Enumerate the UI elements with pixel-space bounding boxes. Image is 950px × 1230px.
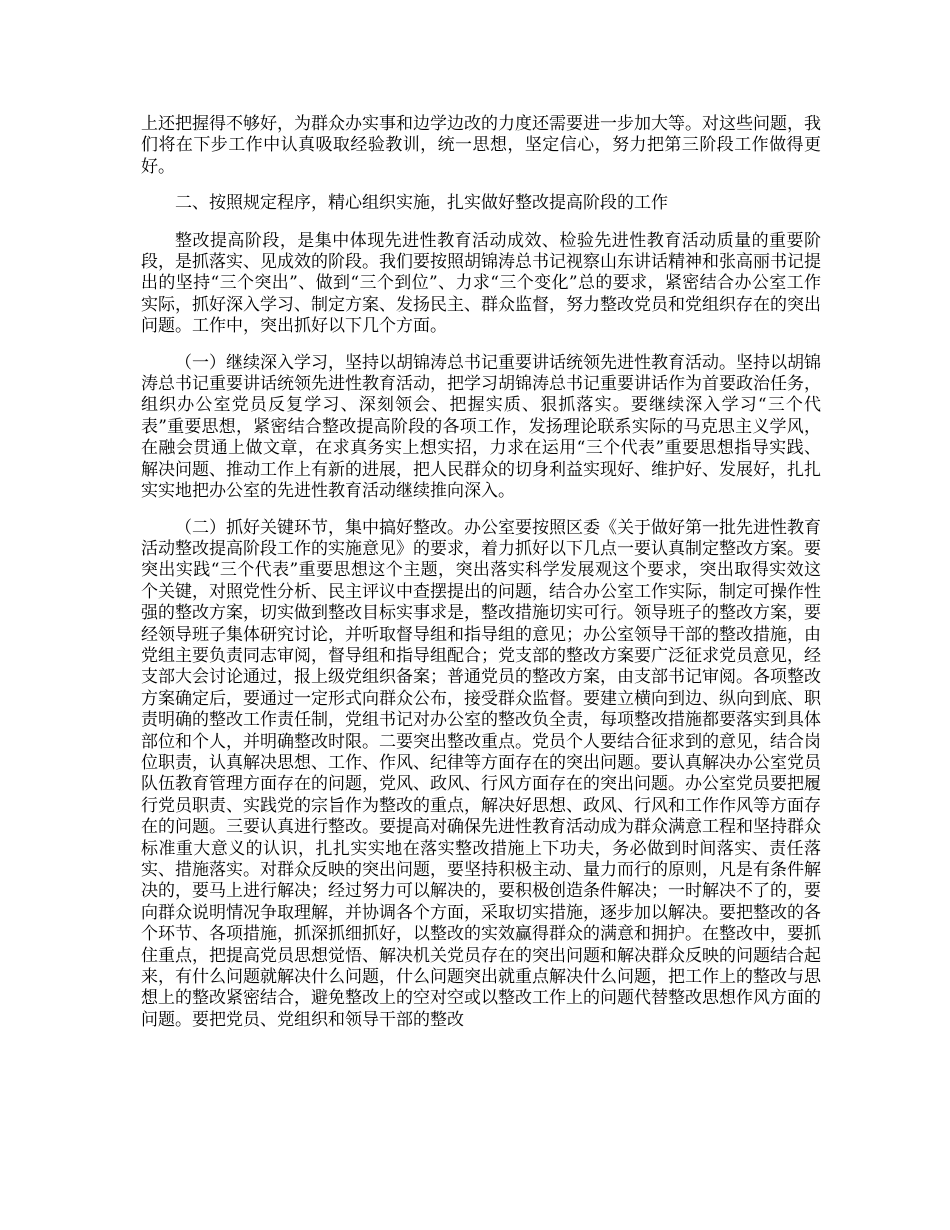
paragraph-continuation: 上还把握得不够好，为群众办实事和边学边改的力度还需要进一步加大等。对这些问题，我们将在下步工作中认真吸取经验教训，统一思想，坚定信心，努力把第三阶段工作做得更好。 (141, 114, 821, 177)
paragraph-item-2: （二）抓好关键环节，集中搞好整改。办公室要按照区委《关于做好第一批先进性教育活动整改提高阶段工作的实施意见》的要求，着力抓好以下几点一要认真制定整改方案。要突出实践“三个代表”重要思想这个主题，突出落实科学发展观这个要求，突出取得实效这个关键，对照党性分析、民主评议中查摆提出的问题，结合办公室工作实际，制定可操作性强的整改方案，切实做到整改目标实事求是，整改措施切实可行。领导班子的整改方案，要经领导班子集体研究讨论，并听取督导组和指导组的意见；办公室领导干部的整改措施，由党组主要负责同志审阅，督导组和指导组配合；党支部的整改方案要广泛征求党员意见，经支部大会讨论通过，报上级党组织备案；普通党员的整改方案，由支部书记审阅。各项整改方案确定后，要通过一定形式向群众公布，接受群众监督。要建立横向到边、纵向到底、职责明确的整改工作责任制，党组书记对办公室的整改负全责，每项整改措施都要落实到具体部位和个人，并明确整改时限。二要突出整改重点。党员个人要结合征求到的意见，结合岗位职责，认真解决思想、工作、作风、纪律等方面存在的突出问题。要认真解决办公室党员队伍教育管理方面存在的问题，党风、政风、行风方面存在的突出问题。办公室党员要把履行党员职责、实践党的宗旨作为整改的重点，解决好思想、政风、行风和工作作风等方面存在的问题。三要认真进行整改。要提高对确保先进性教育活动成为群众满意工程和坚持群众标准重大意义的认识，扎扎实实地在落实整改措施上下功夫，务必做到时间落实、责任落实、措施落实。对群众反映的突出问题，要坚持积极主动、量力而行的原则，凡是有条件解决的，要马上进行解决；经过努力可以解决的，要积极创造条件解决；一时解决不了的，要向群众说明情况争取理解，并协调各个方面，采取切实措施，逐步加以解决。要把整改的各个环节、各项措施，抓深抓细抓好，以整改的实效赢得群众的满意和拥护。在整改中，要抓住重点，把提高党员思想觉悟、解决机关党员存在的突出问题和解决群众反映的问题结合起来，有什么问题就解决什么问题，什么问题突出就重点解决什么问题，把工作上的整改与思想上的整改紧密结合，避免整改上的空对空或以整改工作上的问题代替整改思想作风方面的问题。要把党员、党组织和领导干部的整改 (141, 517, 821, 1030)
document-body (141, 114, 821, 1046)
section-heading: 二、按照规定程序，精心组织实施，扎实做好整改提高阶段的工作 (175, 193, 668, 214)
paragraph-intro: 整改提高阶段，是集中体现先进性教育活动成效、检验先进性教育活动质量的重要阶段，是抓落实、见成效的阶段。我们要按照胡锦涛总书记视察山东讲话精神和张高丽书记提出的坚持“三个突出”、做到“三个到位”、力求“三个变化”总的要求，紧密结合办公室工作实际，抓好深入学习、制定方案、发扬民主、群众监督，努力整改党员和党组织存在的突出问题。工作中，突出抓好以下几个方面。 (141, 230, 821, 337)
paragraph-item-1: （一）继续深入学习，坚持以胡锦涛总书记重要讲话统领先进性教育活动。坚持以胡锦涛总书记重要讲话统领先进性教育活动，把学习胡锦涛总书记重要讲话作为首要政治任务，组织办公室党员反复学习、深刻领会、把握实质、狠抓落实。要继续深入学习“三个代表”重要思想，紧密结合整改提高阶段的各项工作，发扬理论联系实际的马克思主义学风，在融会贯通上做文章，在求真务实上想实招，力求在运用“三个代表”重要思想指导实践、解决问题、推动工作上有新的进展，把人民群众的切身利益实现好、维护好、发展好，扎扎实实地把办公室的先进性教育活动继续推向深入。 (141, 352, 821, 502)
